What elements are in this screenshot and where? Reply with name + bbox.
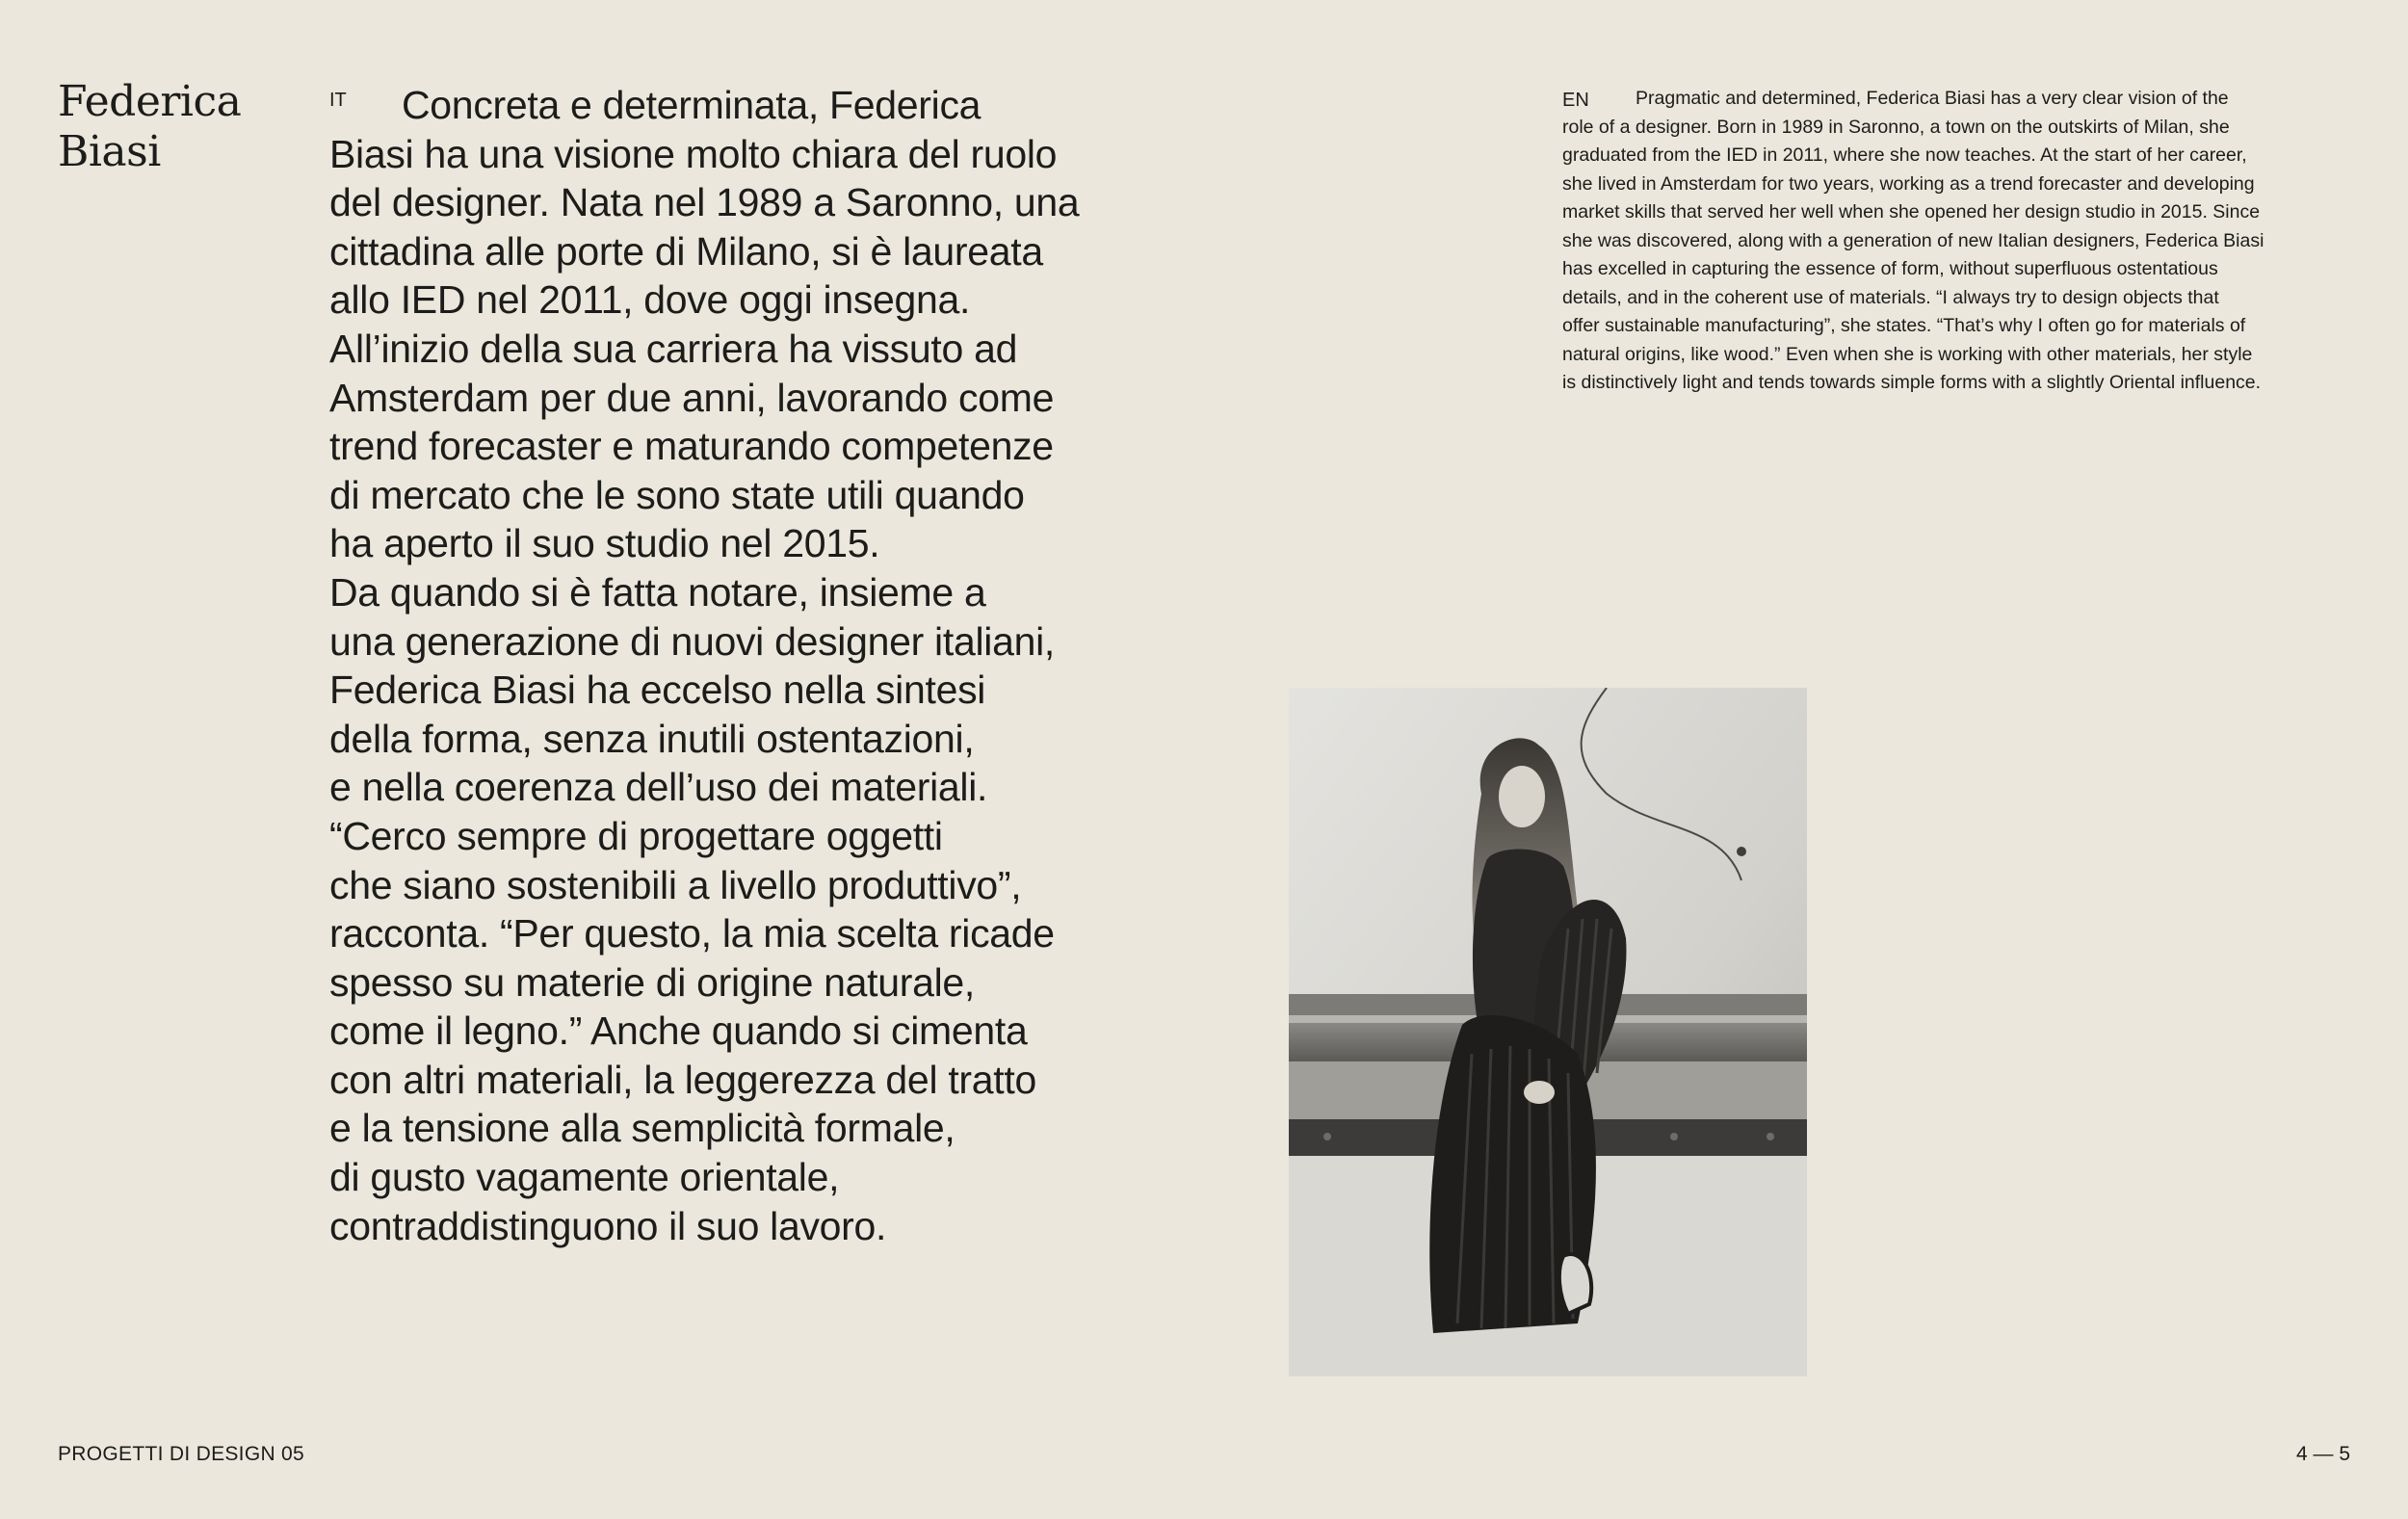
italian-line: Concreta e determinata, Federica bbox=[402, 83, 982, 127]
italian-line: di gusto vagamente orientale, bbox=[329, 1155, 840, 1200]
italian-line: trend forecaster e maturando competenze bbox=[329, 424, 1054, 469]
english-line: Pragmatic and determined, Federica Biasi has a very clear vision of the bbox=[1636, 88, 2229, 109]
italian-line: ha aperto il suo studio nel 2015. bbox=[329, 521, 880, 566]
italian-line: una generazione di nuovi designer italiani, bbox=[329, 618, 1055, 664]
italian-line: cittadina alle porte di Milano, si è laureata bbox=[329, 228, 1043, 274]
italian-line: Federica Biasi ha eccelso nella sintesi bbox=[329, 668, 986, 713]
english-line: has excelled in capturing the essence of form, without superfluous ostentatious bbox=[1562, 258, 2218, 279]
italian-line: e la tensione alla semplicità formale, bbox=[329, 1106, 955, 1151]
italian-line: Amsterdam per due anni, lavorando come bbox=[329, 375, 1055, 420]
english-line: details, and in the coherent use of materials. “I always try to design objects that bbox=[1562, 286, 2219, 308]
italian-line: spesso su materie di origine naturale, bbox=[329, 959, 976, 1005]
italian-line: e nella coerenza dell’uso dei materiali. bbox=[329, 765, 988, 810]
italian-line: con altri materiali, la leggerezza del tratto bbox=[329, 1057, 1036, 1102]
italian-line: racconta. “Per questo, la mia scelta ricade bbox=[329, 911, 1055, 956]
italian-line: allo IED nel 2011, dove oggi insegna. bbox=[329, 277, 971, 323]
designer-last-name: Biasi bbox=[58, 127, 161, 176]
italian-line: come il legno.” Anche quando si cimenta bbox=[329, 1008, 1028, 1054]
english-body-text bbox=[1562, 85, 2371, 398]
italian-line: del designer. Nata nel 1989 a Saronno, una bbox=[329, 180, 1080, 225]
english-language-label: EN bbox=[1562, 90, 1589, 111]
english-line: role of a designer. Born in 1989 in Saronno, a town on the outskirts of Milan, she bbox=[1562, 116, 2230, 138]
english-line: natural origins, like wood.” Even when she is working with other materials, her style bbox=[1562, 343, 2253, 365]
english-line: graduated from the IED in 2011, where she now teaches. At the start of her career, bbox=[1562, 144, 2247, 166]
english-line: market skills that served her well when she opened her design studio in 2015. Since bbox=[1562, 201, 2261, 223]
italian-line: che siano sostenibili a livello produttivo”, bbox=[329, 862, 1022, 907]
italian-line: della forma, senza inutili ostentazioni, bbox=[329, 716, 975, 761]
italian-language-label: IT bbox=[329, 90, 347, 111]
italian-line: All’inizio della sua carriera ha vissuto ad bbox=[329, 326, 1018, 371]
italian-line: contraddistinguono il suo lavoro. bbox=[329, 1203, 887, 1248]
italian-line: di mercato che le sono state utili quando bbox=[329, 472, 1025, 517]
english-line: she lived in Amsterdam for two years, working as a trend forecaster and developing bbox=[1562, 172, 2255, 195]
designer-name-heading bbox=[58, 77, 241, 177]
english-line: is distinctively light and tends towards simple forms with a slightly Oriental influence. bbox=[1562, 372, 2262, 393]
publication-title: PROGETTI DI DESIGN 05 bbox=[58, 1443, 305, 1465]
italian-line: Da quando si è fatta notare, insieme a bbox=[329, 569, 986, 615]
italian-line: Biasi ha una visione molto chiara del ruolo bbox=[329, 131, 1058, 176]
designer-first-name: Federica bbox=[58, 77, 242, 126]
designer-portrait-photo bbox=[1289, 688, 1807, 1376]
english-line: she was discovered, along with a generation of new Italian designers, Federica Biasi bbox=[1562, 229, 2264, 251]
english-line: offer sustainable manufacturing”, she states. “That’s why I often go for materials of bbox=[1562, 315, 2246, 336]
page-numbers: 4 — 5 bbox=[2295, 1443, 2350, 1465]
italian-body-text bbox=[329, 81, 1167, 1250]
italian-line: “Cerco sempre di progettare oggetti bbox=[329, 813, 943, 858]
